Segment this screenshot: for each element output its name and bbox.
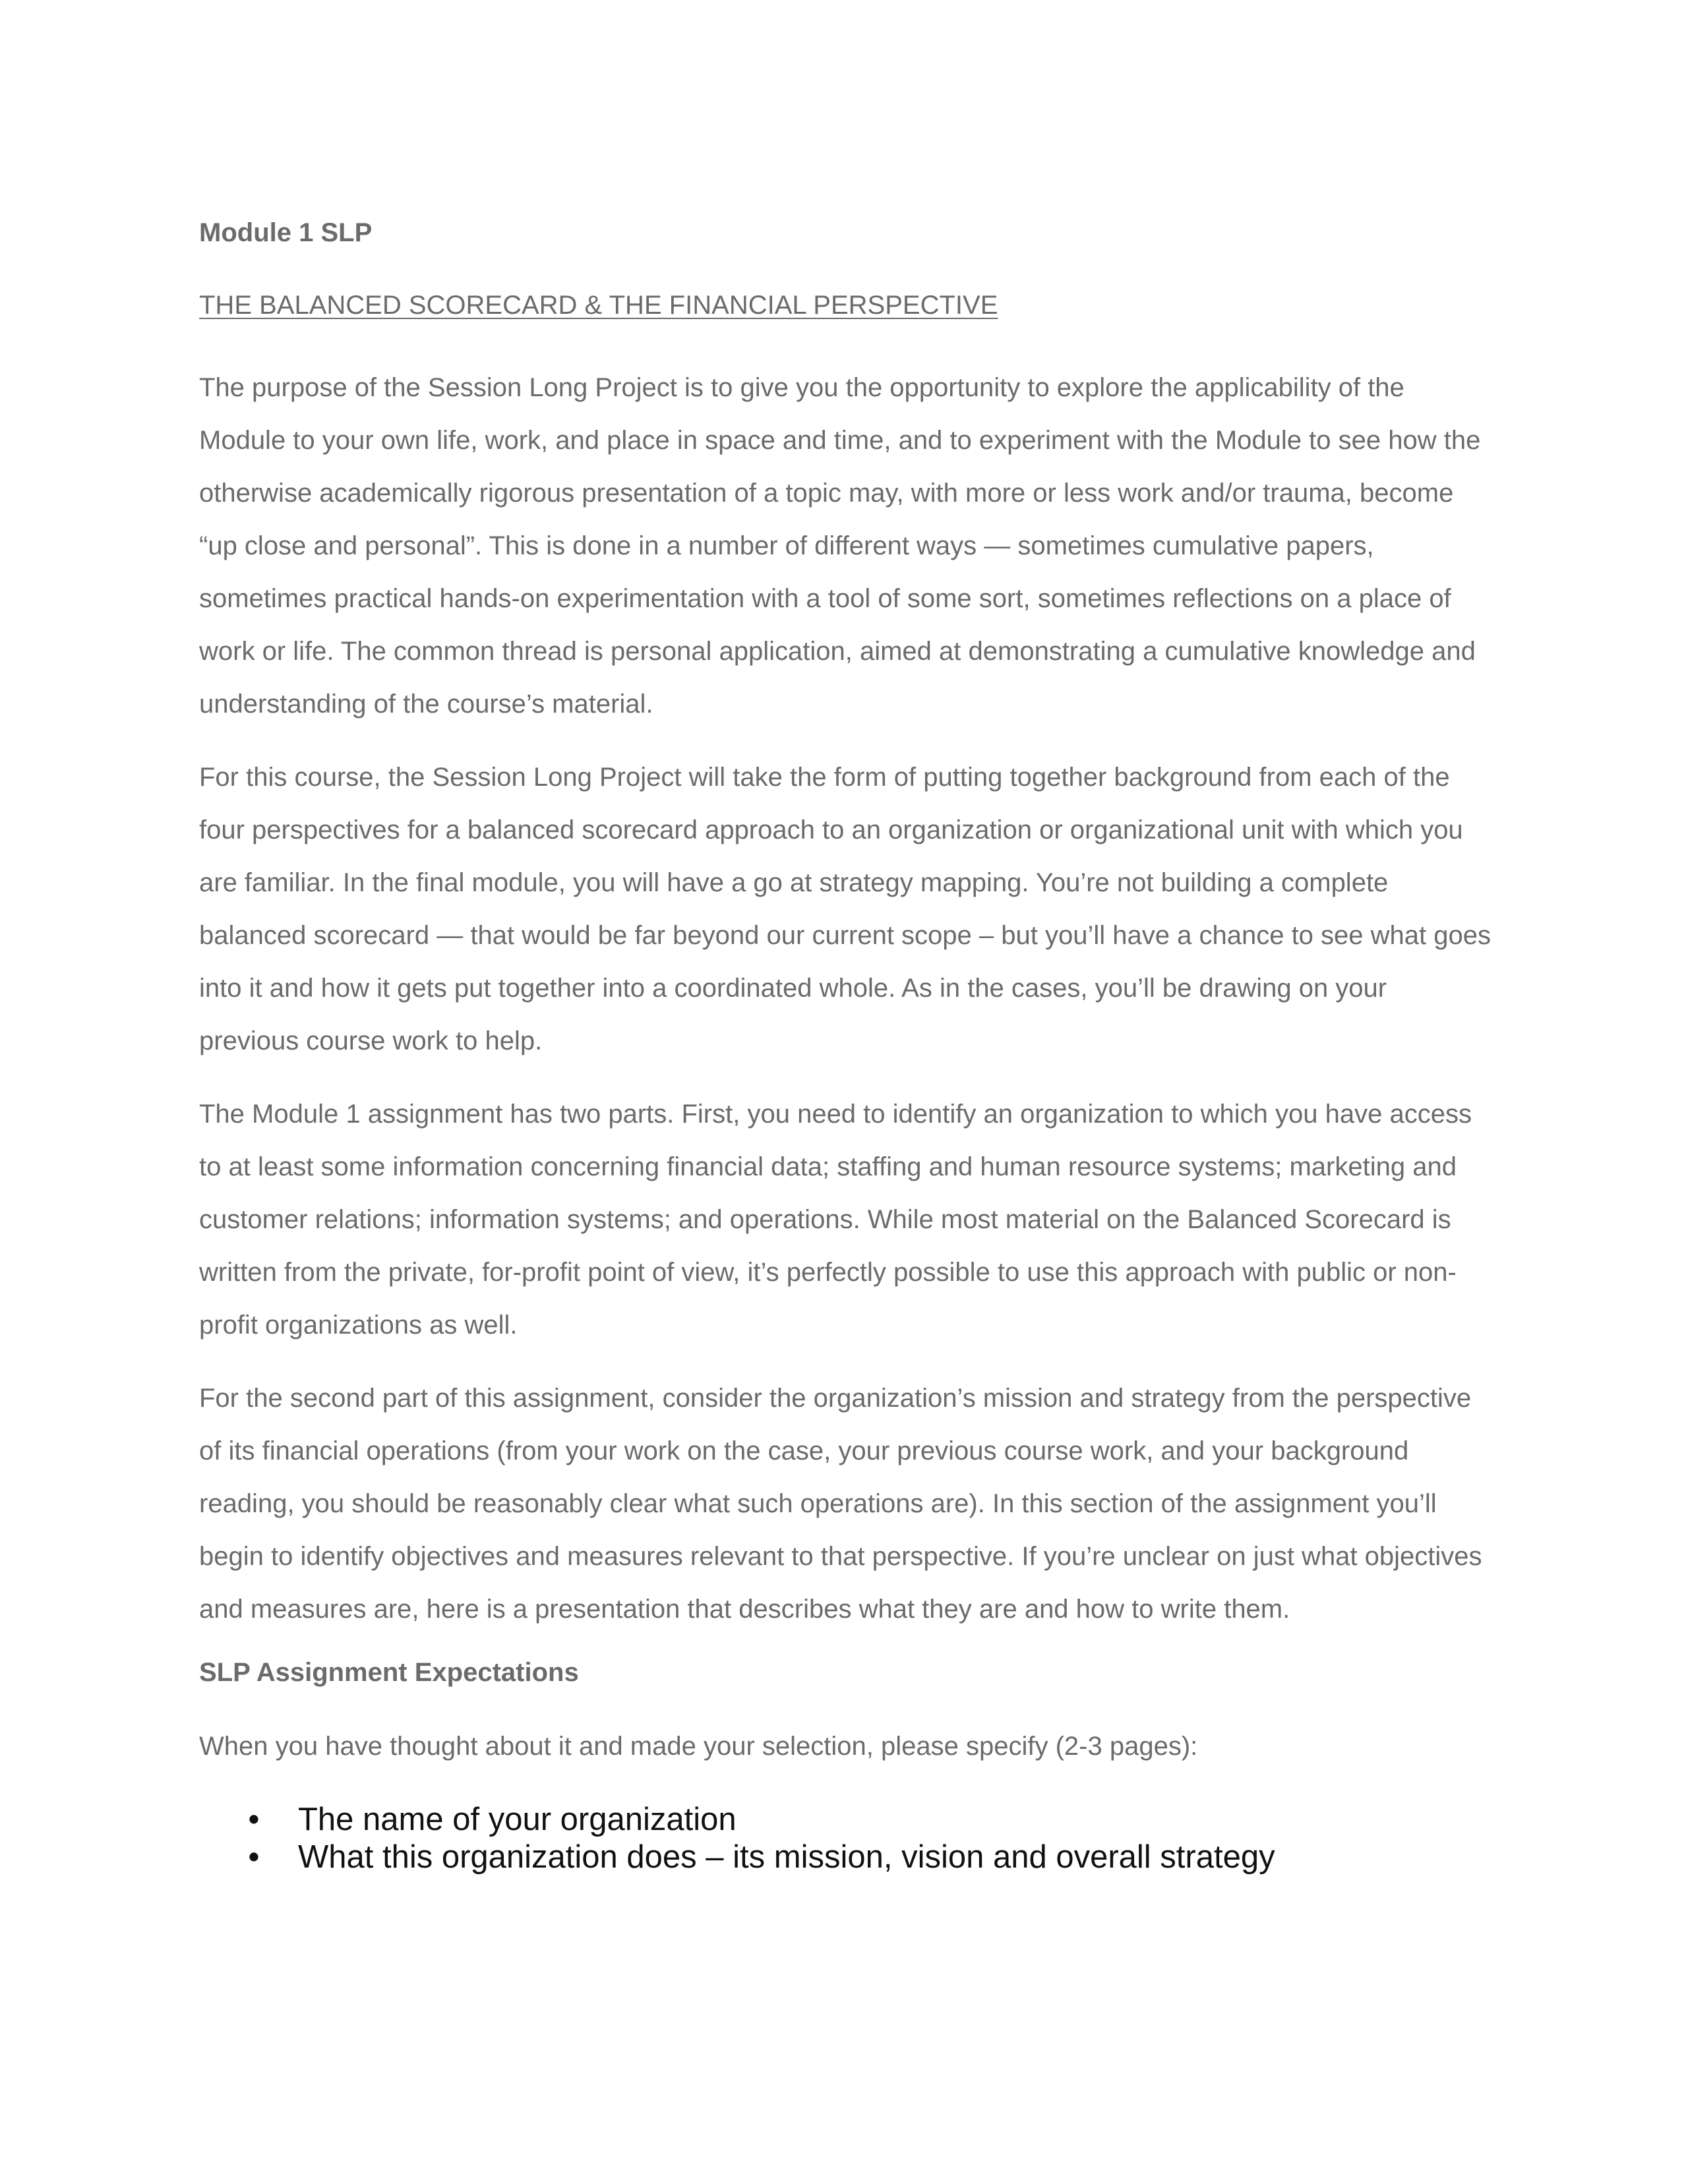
paragraph-course-form: For this course, the Session Long Project will take the form of putting together background from each of the four perspectives for a balanced scorecard approach to an organization or organizational unit with which you are familiar. In the final module, you will have a go at strategy mapping. You’re not building a complete balanced scorecard — that would be far beyond our current scope – but you’ll have a chance to see what goes into it and how it gets put together into a coordinated whole. As in the cases, you’ll be drawing on your previous course work to help. bbox=[199, 763, 1491, 1055]
list-item bbox=[199, 1839, 1492, 1876]
paragraph-module-assignment: The Module 1 assignment has two parts. First, you need to identify an organization to which you have access to at least some information concerning financial data; staffing and human resource systems; marketing and customer relations; information systems; and operations. While most material on the Balanced Scorecard is written from the private, for-profit point of view, it’s perfectly possible to use this approach with public or non-profit organizations as well. bbox=[199, 1100, 1472, 1340]
document-title: Module 1 SLP bbox=[199, 218, 373, 247]
list-item bbox=[199, 1801, 1492, 1839]
document-subtitle: THE BALANCED SCORECARD & THE FINANCIAL PERSPECTIVE bbox=[199, 291, 998, 320]
list-item-text: What this organization does – its mission, vision and overall strategy bbox=[298, 1839, 1275, 1875]
expectations-list bbox=[199, 1801, 1492, 1876]
expectations-intro: When you have thought about it and made your selection, please specify (2-3 pages): bbox=[199, 1732, 1198, 1761]
bullet-icon: • bbox=[248, 1839, 260, 1875]
document-content bbox=[199, 216, 1492, 1876]
bullet-icon: • bbox=[248, 1802, 260, 1837]
paragraph-purpose: The purpose of the Session Long Project is to give you the opportunity to explore the applicability of the Module to your own life, work, and place in space and time, and to experiment with the Module to see how the otherwise academically rigorous presentation of a topic may, with more or less work and/or trauma, become “up close and personal”. This is done in a number of different ways — sometimes cumulative papers, sometimes practical hands-on experimentation with a tool of some sort, sometimes reflections on a place of work or life. The common thread is personal application, aimed at demonstrating a cumulative knowledge and understanding of the course’s material. bbox=[199, 373, 1481, 719]
expectations-heading: SLP Assignment Expectations bbox=[199, 1658, 579, 1687]
paragraph-second-part: For the second part of this assignment, consider the organization’s mission and strategy from the perspective of its financial operations (from your work on the case, your previous course work, and your background reading, you should be reasonably clear what such operations are). In this section of the assignment you’ll begin to identify objectives and measures relevant to that perspective. If you’re unclear on just what objectives and measures are, here is a presentation that describes what they are and how to write them. bbox=[199, 1384, 1482, 1624]
list-item-text: The name of your organization bbox=[298, 1802, 737, 1837]
